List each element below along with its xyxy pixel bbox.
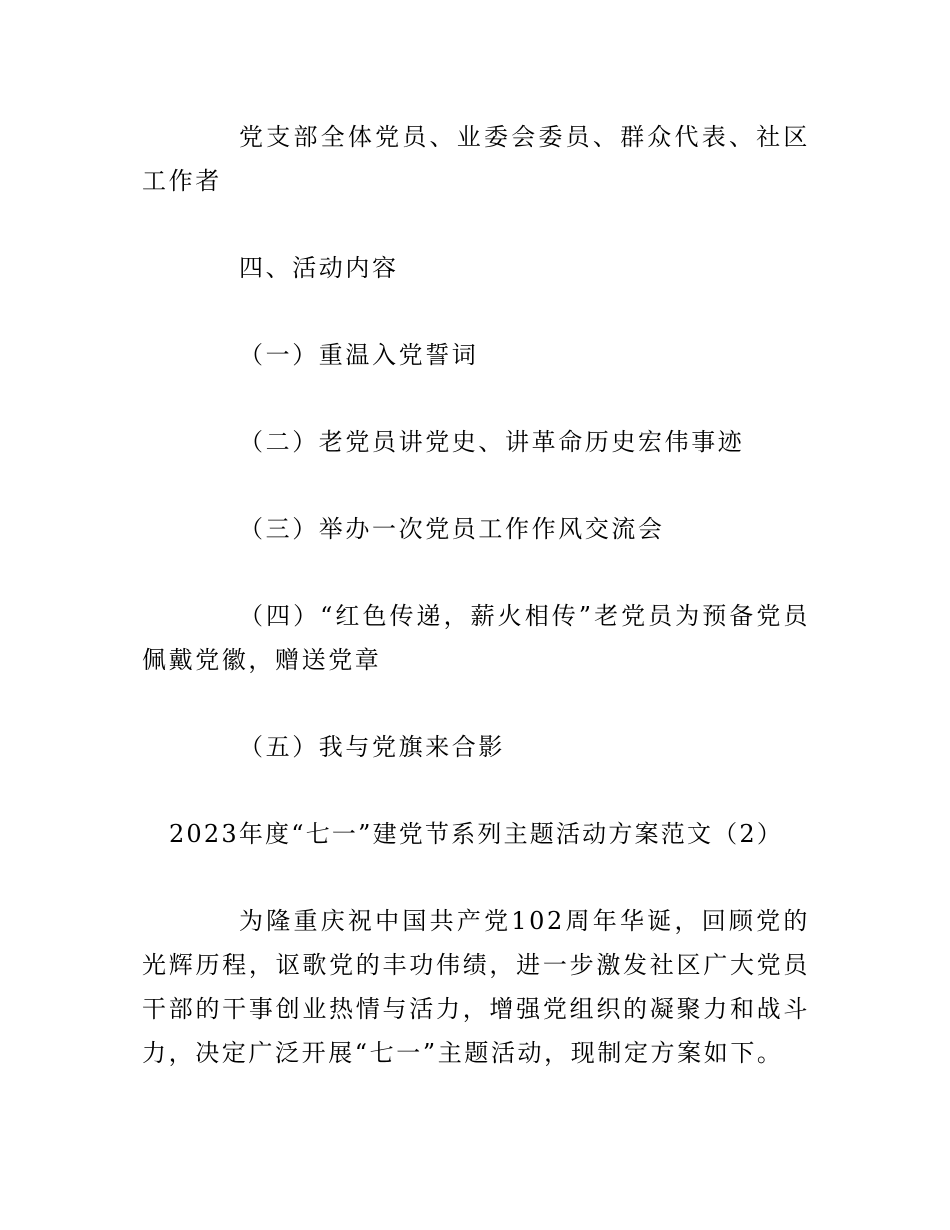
activity-item-3: （三）举办一次党员工作作风交流会 bbox=[239, 515, 665, 543]
section-title: 2023年度“七一”建党节系列主题活动方案范文（2） bbox=[168, 820, 784, 848]
activity-item-4: （四）“红色传递，薪火相传”老党员为预备党员佩戴党徽，赠送党章 bbox=[142, 602, 810, 674]
activity-item-2: （二）老党员讲党史、讲革命历史宏伟事迹 bbox=[239, 428, 745, 456]
activity-item-1: （一）重温入党誓词 bbox=[239, 341, 479, 369]
participants-paragraph: 党支部全体党员、业委会委员、群众代表、社区工作者 bbox=[142, 123, 810, 195]
section-heading-activity-content: 四、活动内容 bbox=[239, 254, 399, 282]
activity-item-5: （五）我与党旗来合影 bbox=[239, 733, 505, 761]
intro-paragraph: 为隆重庆祝中国共产党102周年华诞，回顾党的光辉历程，讴歌党的丰功伟绩，进一步激发社区广大党员干部的干事创业热情与活力，增强党组织的凝聚力和战斗力，决定广泛开展“七一”主题活动，现制定方案如下。 bbox=[142, 907, 810, 1067]
